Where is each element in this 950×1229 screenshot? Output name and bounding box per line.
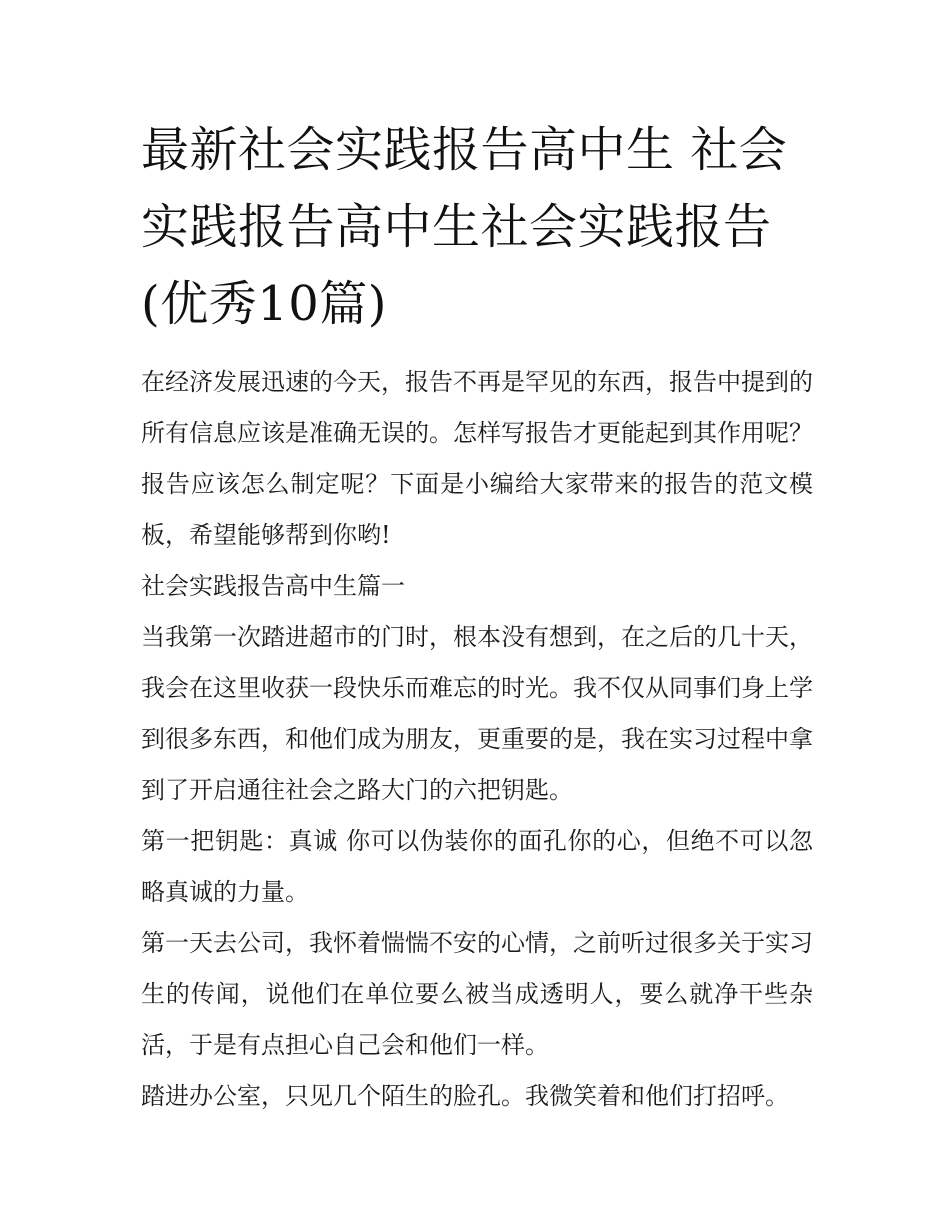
document-title: 最新社会实践报告高中生 社会实践报告高中生社会实践报告(优秀10篇) <box>141 122 788 332</box>
body-paragraph: 第一把钥匙：真诚 你可以伪装你的面孔你的心，但绝不可以忽略真诚的力量。 <box>141 827 813 906</box>
section-heading: 社会实践报告高中生篇一 <box>141 572 405 600</box>
body-paragraph: 踏进办公室，只见几个陌生的脸孔。我微笑着和他们打招呼。 <box>141 1082 789 1110</box>
body-paragraph: 第一天去公司，我怀着惴惴不安的心情，之前听过很多关于实习生的传闻，说他们在单位要么被当成透明人，要么就净干些杂活，于是有点担心自己会和他们一样。 <box>141 929 813 1059</box>
intro-paragraph: 在经济发展迅速的今天，报告不再是罕见的东西，报告中提到的所有信息应该是准确无误的。怎样写报告才更能起到其作用呢？报告应该怎么制定呢？下面是小编给大家带来的报告的范文模板，希望能够帮到你哟! <box>141 368 813 549</box>
body-paragraph: 当我第一次踏进超市的门时，根本没有想到，在之后的几十天，我会在这里收获一段快乐而难忘的时光。我不仅从同事们身上学到很多东西，和他们成为朋友，更重要的是，我在实习过程中拿到了开启通往社会之路大门的六把钥匙。 <box>141 623 813 804</box>
document-content <box>141 112 813 1122</box>
